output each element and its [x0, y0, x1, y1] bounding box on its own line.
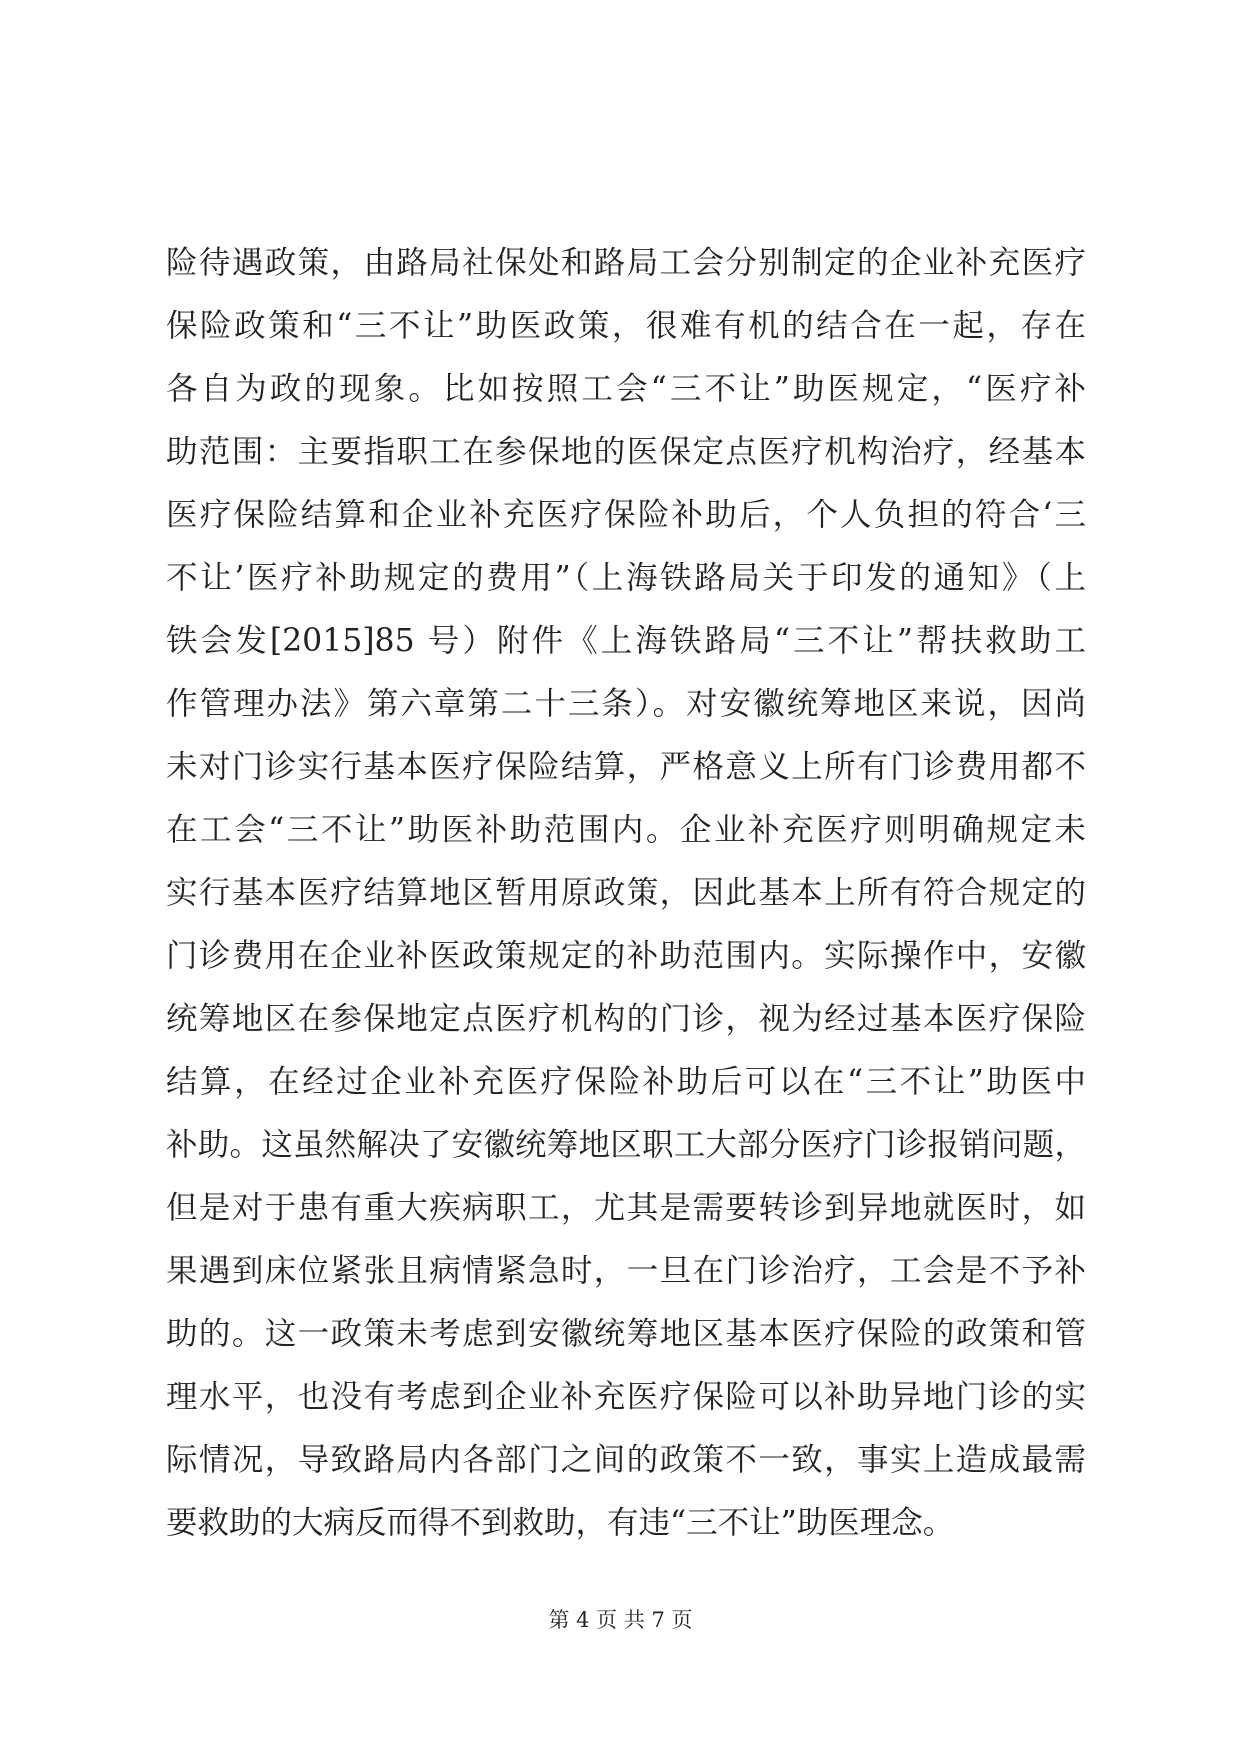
text-line: 各自为政的现象。比如按照工会“三不让”助医规定，“医疗补	[166, 371, 1086, 407]
text-line: 理水平，也没有考虑到企业补充医疗保险可以补助异地门诊的实	[166, 1379, 1086, 1415]
text-line: 补助。这虽然解决了安徽统筹地区职工大部分医疗门诊报销问题，	[166, 1127, 1086, 1163]
text-line: 作管理办法》第六章第二十三条）。对安徽统筹地区来说，因尚	[166, 686, 1086, 722]
text-line: 不让’医疗补助规定的费用”（上海铁路局关于印发的通知》（上	[166, 560, 1086, 596]
text-line: 但是对于患有重大疾病职工，尤其是需要转诊到异地就医时，如	[166, 1190, 1086, 1226]
text-line: 实行基本医疗结算地区暂用原政策，因此基本上所有符合规定的	[166, 875, 1086, 911]
text-line: 门诊费用在企业补医政策规定的补助范围内。实际操作中，安徽	[166, 938, 1086, 974]
text-line: 未对门诊实行基本医疗保险结算，严格意义上所有门诊费用都不	[166, 749, 1086, 785]
text-line: 果遇到床位紧张且病情紧急时，一旦在门诊治疗，工会是不予补	[166, 1253, 1086, 1289]
text-line: 结算，在经过企业补充医疗保险补助后可以在“三不让”助医中	[166, 1064, 1086, 1100]
text-line: 铁会发[2015]85 号）附件《上海铁路局“三不让”帮扶救助工	[166, 623, 1086, 659]
text-line: 统筹地区在参保地定点医疗机构的门诊，视为经过基本医疗保险	[166, 1001, 1086, 1037]
text-line: 在工会“三不让”助医补助范围内。企业补充医疗则明确规定未	[166, 812, 1086, 848]
text-line: 险待遇政策，由路局社保处和路局工会分别制定的企业补充医疗	[166, 245, 1086, 281]
page-number-footer: 第 4 页 共 7 页	[548, 1608, 693, 1632]
text-line: 医疗保险结算和企业补充医疗保险补助后，个人负担的符合‘三	[166, 497, 1086, 533]
text-line: 保险政策和“三不让”助医政策，很难有机的结合在一起，存在	[166, 308, 1086, 344]
text-line: 助的。这一政策未考虑到安徽统筹地区基本医疗保险的政策和管	[166, 1316, 1086, 1352]
text-line: 际情况，导致路局内各部门之间的政策不一致，事实上造成最需	[166, 1442, 1086, 1478]
text-line: 要救助的大病反而得不到救助，有违“三不让”助医理念。	[166, 1505, 955, 1541]
text-line: 助范围：主要指职工在参保地的医保定点医疗机构治疗，经基本	[166, 434, 1086, 470]
